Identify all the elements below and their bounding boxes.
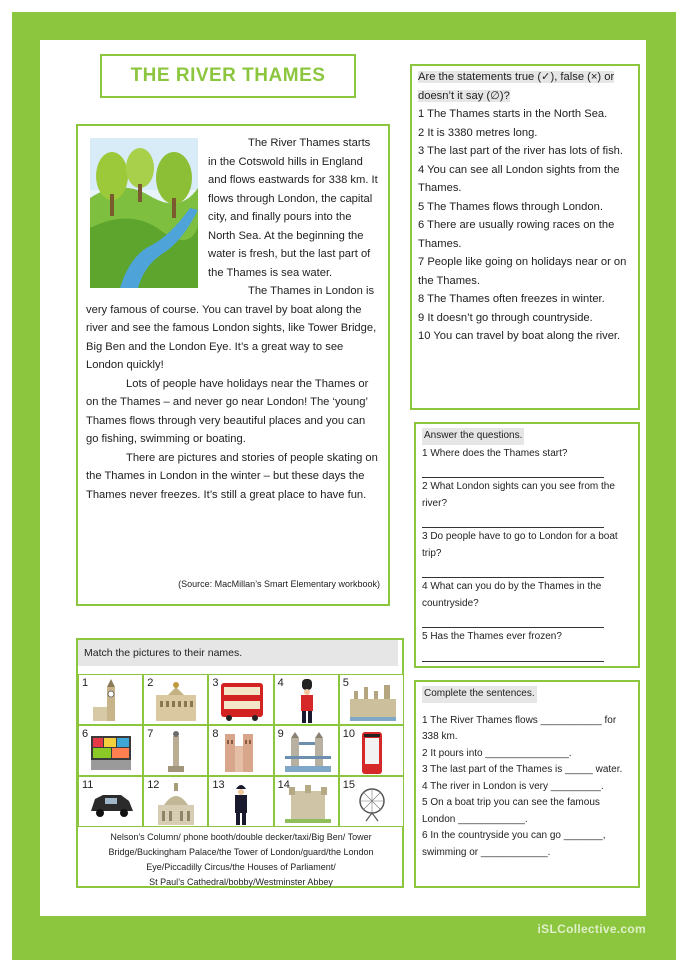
picture-cell	[274, 776, 339, 827]
sentence: 5 On a boat trip you can see the famous London ____________.	[422, 797, 600, 825]
cell-number: 1	[82, 677, 89, 689]
sentence: 4 The river in London is very _________.	[422, 780, 604, 792]
statement: 7 People like going on holidays near or on the Thames.	[418, 256, 627, 287]
buckingham-palace-icon	[154, 679, 198, 723]
picture-cell	[339, 725, 404, 776]
question: 4 What can you do by the Thames in the countryside?	[422, 581, 602, 609]
statement: 5 The Thames flows through London.	[418, 200, 603, 213]
reading-paragraph-2: The Thames in London is very famous of course. You can travel by boat along the river and see the famous London sights, like Tower Bridge, Big Ben and the London Eye. It’s a great way to see London quickly!	[86, 285, 377, 371]
picture-cell	[339, 674, 404, 725]
statement: 6 There are usually rowing races on the Thames.	[418, 219, 615, 250]
names-line: Eye/Piccadilly Circus/the Houses of Parliament/	[146, 862, 336, 872]
true-false-box	[410, 64, 640, 410]
nelsons-column-icon	[154, 730, 198, 774]
title-box	[100, 54, 356, 98]
statement: 1 The Thames starts in the North Sea.	[418, 108, 608, 120]
answer-line[interactable]	[422, 612, 604, 628]
sentence: 1 The River Thames flows ___________ for 338 km.	[422, 714, 617, 742]
answer-line[interactable]	[422, 462, 604, 478]
london-eye-icon	[350, 781, 394, 825]
picture-cell	[208, 674, 273, 725]
complete-sentences-box	[414, 680, 640, 888]
cell-number: 10	[342, 728, 356, 740]
reading-paragraph-1: The River Thames starts in the Cotswold hills in England and flows eastwards for 338 km. It flows through London, the capital city, and finally pours into the North Sea. At the beginning the water is fresh, but the last part of the Thames is sea water.	[208, 137, 378, 279]
picture-cell	[78, 725, 143, 776]
watermark: iSLCollective.com	[537, 922, 646, 936]
cell-number: 2	[147, 677, 154, 689]
statement: 8 The Thames often freezes in winter.	[418, 293, 605, 305]
questions-instruction: Answer the questions.	[422, 428, 524, 445]
statement: 10 You can travel by boat along the river.	[418, 330, 621, 342]
phone-booth-icon	[350, 730, 394, 776]
statement: 3 The last part of the river has lots of fish.	[418, 145, 623, 157]
picture-cell	[208, 776, 273, 827]
page-title: THE RIVER THAMES	[130, 65, 326, 86]
sentence: 3 The last part of the Thames is _____ water.	[422, 764, 623, 775]
river-landscape-icon	[90, 138, 198, 288]
cell-number: 9	[277, 728, 284, 740]
reading-paragraph-3: Lots of people have holidays near the Thames or on the Thames – and never go near London! The ‘young’ Thames flows through very beautiful places and you can go fishing, swimming or boating.	[86, 377, 369, 445]
cell-number: 8	[212, 728, 219, 740]
cell-number: 4	[277, 677, 284, 689]
big-ben-icon	[89, 679, 133, 723]
westminster-abbey-icon	[219, 730, 263, 774]
picture-cell	[78, 776, 143, 827]
taxi-icon	[89, 781, 135, 825]
picture-cell	[143, 725, 208, 776]
cell-number: 15	[342, 779, 356, 791]
sentence: 2 It pours into _______________.	[422, 747, 572, 759]
question: 5 Has the Thames ever frozen?	[422, 631, 562, 642]
cell-number: 13	[212, 779, 225, 791]
tower-bridge-icon	[285, 730, 331, 774]
match-instruction: Match the pictures to their names.	[78, 640, 398, 666]
answer-line[interactable]	[422, 562, 604, 578]
picture-cell	[143, 674, 208, 725]
question: 1 Where does the Thames start?	[422, 447, 568, 459]
st-pauls-cathedral-icon	[154, 781, 198, 827]
statement: 2 It is 3380 metres long.	[418, 126, 538, 139]
tower-of-london-icon	[285, 781, 331, 825]
piccadilly-circus-icon	[89, 730, 135, 774]
answer-line[interactable]	[422, 646, 604, 662]
picture-cell	[274, 725, 339, 776]
question: 2 What London sights can you see from the river?	[422, 481, 615, 509]
picture-cell	[78, 674, 143, 725]
cell-number: 11	[82, 779, 94, 791]
double-decker-bus-icon	[219, 679, 265, 723]
complete-instruction: Complete the sentences.	[422, 686, 537, 703]
names-line: Bridge/Buckingham Palace/the Tower of London/guard/the London	[108, 847, 374, 857]
sentence: 6 In the countryside you can go _______, swimming or ____________.	[422, 830, 606, 858]
names-line: Nelson’s Column/ phone booth/double decker/taxi/Big Ben/ Tower	[110, 832, 372, 842]
cell-number: 14	[277, 779, 290, 791]
statement: 9 It doesn’t go through countryside.	[418, 311, 593, 324]
statement: 4 You can see all London sights from the Thames.	[418, 163, 620, 194]
royal-guard-icon	[285, 679, 329, 725]
true-false-instruction: Are the statements true (✓), false (×) or doesn’t it say (∅)?	[418, 71, 615, 102]
cell-number: 6	[82, 728, 89, 740]
picture-grid	[78, 674, 404, 827]
reading-text-box	[76, 124, 390, 606]
bobby-icon	[219, 781, 263, 827]
picture-cell	[339, 776, 404, 827]
question: 3 Do people have to go to London for a boat trip?	[422, 531, 618, 559]
cell-number: 3	[212, 677, 219, 689]
picture-cell	[274, 674, 339, 725]
cell-number: 5	[342, 677, 349, 689]
match-pictures-box	[76, 638, 404, 888]
source-citation: (Source: MacMillan’s Smart Elementary workbook)	[178, 579, 380, 589]
answer-line[interactable]	[422, 512, 604, 528]
questions-box	[414, 422, 640, 668]
cell-number: 7	[147, 728, 154, 740]
picture-cell	[143, 776, 208, 827]
picture-cell	[208, 725, 273, 776]
cell-number: 12	[147, 779, 160, 791]
houses-of-parliament-icon	[350, 679, 396, 723]
reading-paragraph-4: There are pictures and stories of people skating on the Thames in London in the winter – but these days the Thames never freezes. It’s still a great place to have fun.	[86, 451, 378, 501]
names-list	[78, 830, 404, 890]
names-line: St Paul’s Cathedral/bobby/Westminster Abbey	[149, 877, 333, 887]
